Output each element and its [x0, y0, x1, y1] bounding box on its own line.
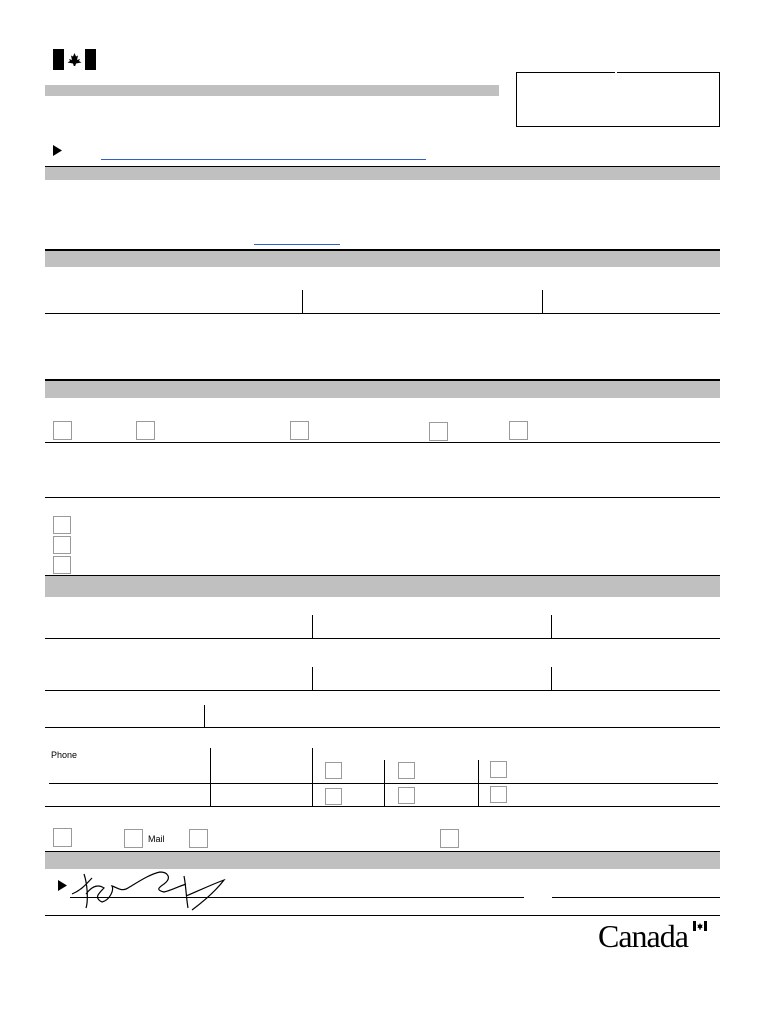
checkbox[interactable]	[509, 421, 528, 440]
section-1-link[interactable]	[254, 244, 340, 245]
field-divider	[210, 748, 211, 806]
section-header-2	[45, 251, 720, 267]
field-line	[45, 313, 720, 314]
section-header-4	[45, 576, 720, 597]
section-header-3	[45, 381, 720, 398]
checkbox[interactable]	[53, 536, 71, 554]
field-divider	[204, 705, 205, 727]
field-divider	[302, 290, 303, 313]
field-line	[45, 638, 720, 639]
checkbox[interactable]	[490, 786, 507, 803]
field-line	[45, 442, 720, 443]
field-divider	[312, 748, 313, 806]
wordmark-flag-icon	[693, 921, 707, 931]
instructions-link[interactable]	[101, 159, 426, 160]
field-divider	[551, 667, 552, 690]
checkbox[interactable]	[53, 516, 71, 534]
right-triangle-icon	[53, 143, 63, 161]
field-line	[45, 690, 720, 691]
right-triangle-icon	[58, 878, 68, 896]
phone-label: Phone	[51, 750, 78, 760]
checkbox[interactable]	[53, 421, 72, 440]
signature	[68, 868, 238, 914]
mail-label: Mail	[148, 834, 165, 844]
field-divider	[542, 290, 543, 313]
checkbox[interactable]	[398, 762, 415, 779]
field-line	[45, 727, 720, 728]
checkbox[interactable]	[429, 422, 448, 441]
checkbox[interactable]	[325, 762, 342, 779]
title-bar	[45, 85, 499, 96]
checkbox[interactable]	[290, 421, 309, 440]
checkbox[interactable]	[189, 829, 208, 848]
section-header-1	[45, 167, 720, 180]
field-line	[49, 783, 718, 784]
field-line	[45, 497, 720, 498]
field-line	[45, 915, 720, 916]
checkbox[interactable]	[490, 761, 507, 778]
mail-checkbox[interactable]	[124, 829, 143, 848]
office-use-box	[516, 72, 720, 127]
checkbox[interactable]	[136, 421, 155, 440]
checkbox[interactable]	[325, 788, 342, 805]
canada-flag-icon	[53, 49, 96, 70]
office-use-divider	[615, 72, 617, 75]
checkbox[interactable]	[53, 828, 72, 847]
signature-line	[70, 897, 524, 898]
field-divider	[312, 667, 313, 690]
canada-wordmark	[598, 918, 710, 954]
section-header-5	[45, 852, 720, 869]
checkbox[interactable]	[398, 787, 415, 804]
date-line	[552, 897, 720, 898]
checkbox[interactable]	[440, 829, 459, 848]
field-line	[45, 806, 720, 807]
field-divider	[551, 615, 552, 638]
field-divider	[312, 615, 313, 638]
checkbox[interactable]	[53, 556, 71, 574]
wordmark-text: Canada	[598, 918, 688, 954]
